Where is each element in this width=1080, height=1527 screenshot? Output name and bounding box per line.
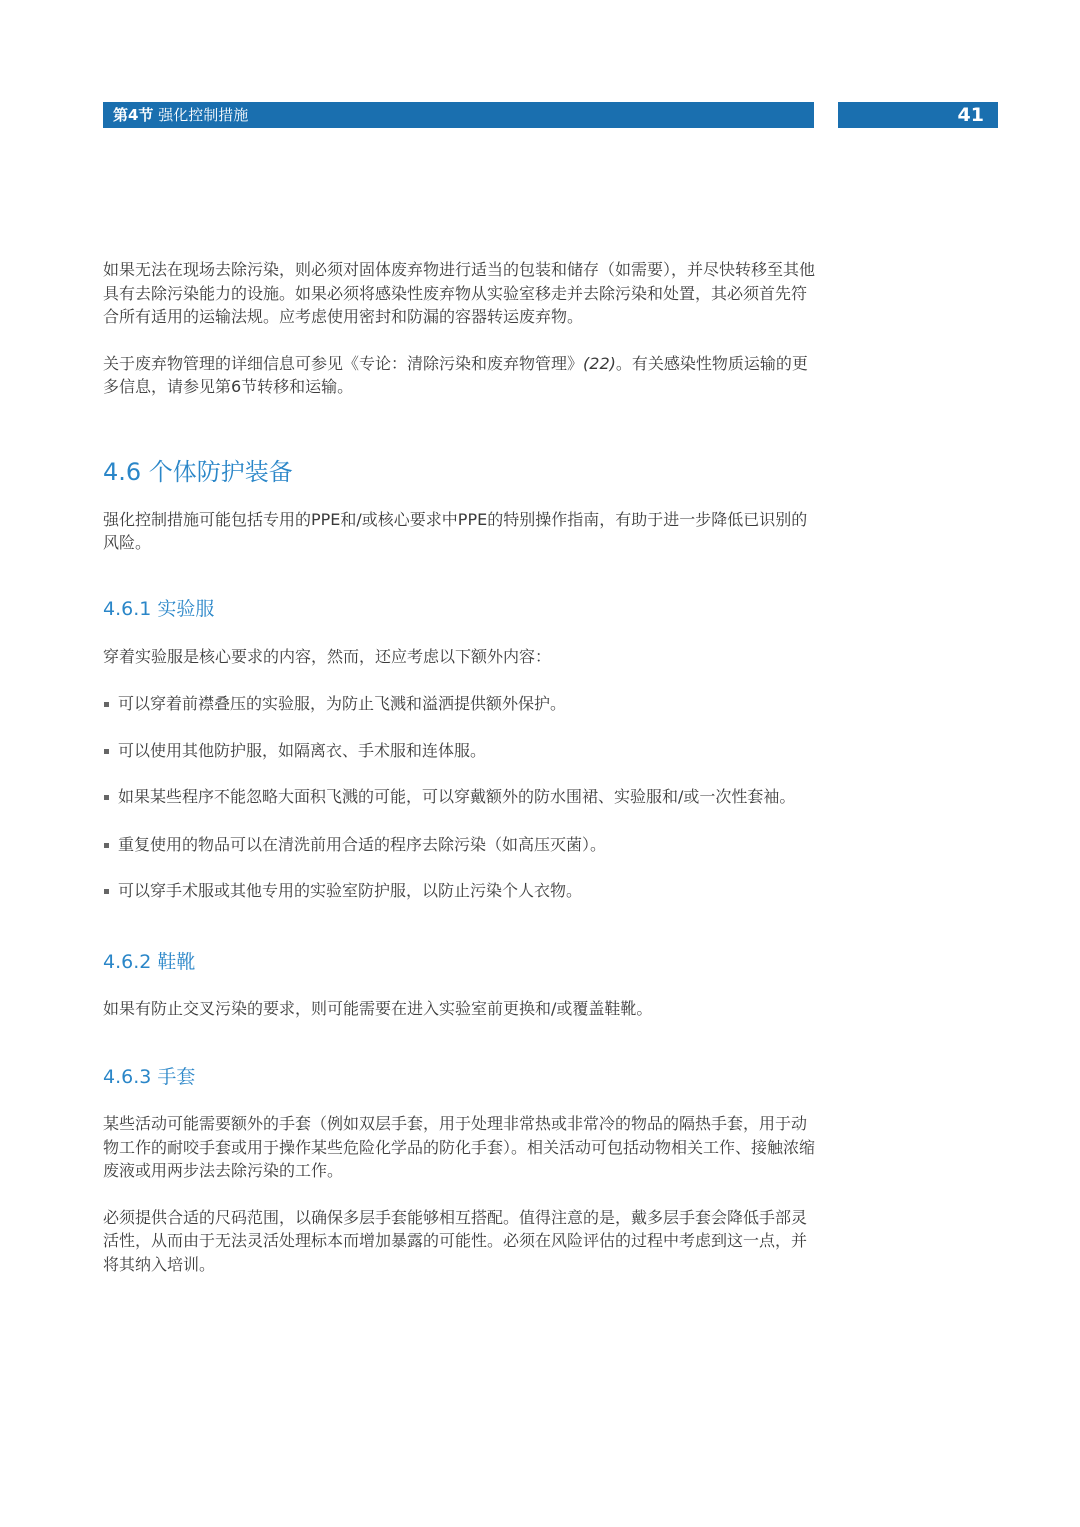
paragraph-4-6-3-1: 某些活动可能需要额外的手套（例如双层手套，用于处理非常热或非常冷的物品的隔热手套，用于动物工作的耐咬手套或用于操作某些危险化学品的防化手套）。相关活动可包括动物相关工作、接触浓缩废液或用两步法去除污染的工作。 xyxy=(103,1114,816,1180)
list-item: 可以穿手术服或其他专用的实验室防护服，以防止污染个人衣物。 xyxy=(103,879,818,903)
section-title: 强化控制措施 xyxy=(158,106,249,124)
lab-coat-bullet-list xyxy=(103,692,818,903)
heading-4-6-1: 4.6.1 实验服 xyxy=(103,597,215,620)
intro-paragraph-1: 如果无法在现场去除污染，则必须对固体废弃物进行适当的包装和储存（如需要），并尽快转移至其他具有去除污染能力的设施。如果必须将感染性废弃物从实验室移走并去除污染和处置，其必须首先符合所有适用的运输法规。应考虑使用密封和防漏的容器转运废弃物。 xyxy=(103,260,816,326)
section-header-bar xyxy=(103,102,814,128)
reference-citation: (22) xyxy=(583,353,616,373)
list-item: 可以穿着前襟叠压的实验服，为防止飞溅和溢洒提供额外保护。 xyxy=(103,692,818,716)
page-number: 41 xyxy=(838,102,998,128)
list-item: 重复使用的物品可以在清洗前用合适的程序去除污染（如高压灭菌）。 xyxy=(103,833,818,857)
paragraph-4-6-3-2: 必须提供合适的尺码范围，以确保多层手套能够相互搭配。值得注意的是，戴多层手套会降低手部灵活性，从而由于无法灵活处理标本而增加暴露的可能性。必须在风险评估的过程中考虑到这一点，并将其纳入培训。 xyxy=(103,1207,808,1274)
intro-paragraph-2-text-a: 关于废弃物管理的详细信息可参见《专论：清除污染和废弃物管理》 xyxy=(103,353,584,373)
heading-4-6-2: 4.6.2 鞋靴 xyxy=(103,950,196,973)
section-number: 第4节 xyxy=(113,106,154,124)
heading-4-6-3: 4.6.3 手套 xyxy=(103,1066,196,1088)
list-item: 可以使用其他防护服，如隔离衣、手术服和连体服。 xyxy=(103,739,818,763)
heading-4-6: 4.6 个体防护装备 xyxy=(103,457,293,486)
paragraph-4-6-2: 如果有防止交叉污染的要求，则可能需要在进入实验室前更换和/或覆盖鞋靴。 xyxy=(103,998,653,1018)
list-item: 如果某些程序不能忽略大面积飞溅的可能，可以穿戴额外的防水围裙、实验服和/或一次性套袖。 xyxy=(103,785,818,809)
page-content xyxy=(103,258,818,1276)
paragraph-4-6: 强化控制措施可能包括专用的PPE和/或核心要求中PPE的特别操作指南，有助于进一步降低已识别的风险。 xyxy=(103,509,808,552)
paragraph-4-6-1-intro: 穿着实验服是核心要求的内容，然而，还应考虑以下额外内容： xyxy=(103,646,552,666)
intro-paragraph-2 xyxy=(103,352,818,399)
intro-paragraph-2-text-b: 。有关感染性物质运输的更多信息，请参见第6节转移和运输。 xyxy=(103,353,808,396)
